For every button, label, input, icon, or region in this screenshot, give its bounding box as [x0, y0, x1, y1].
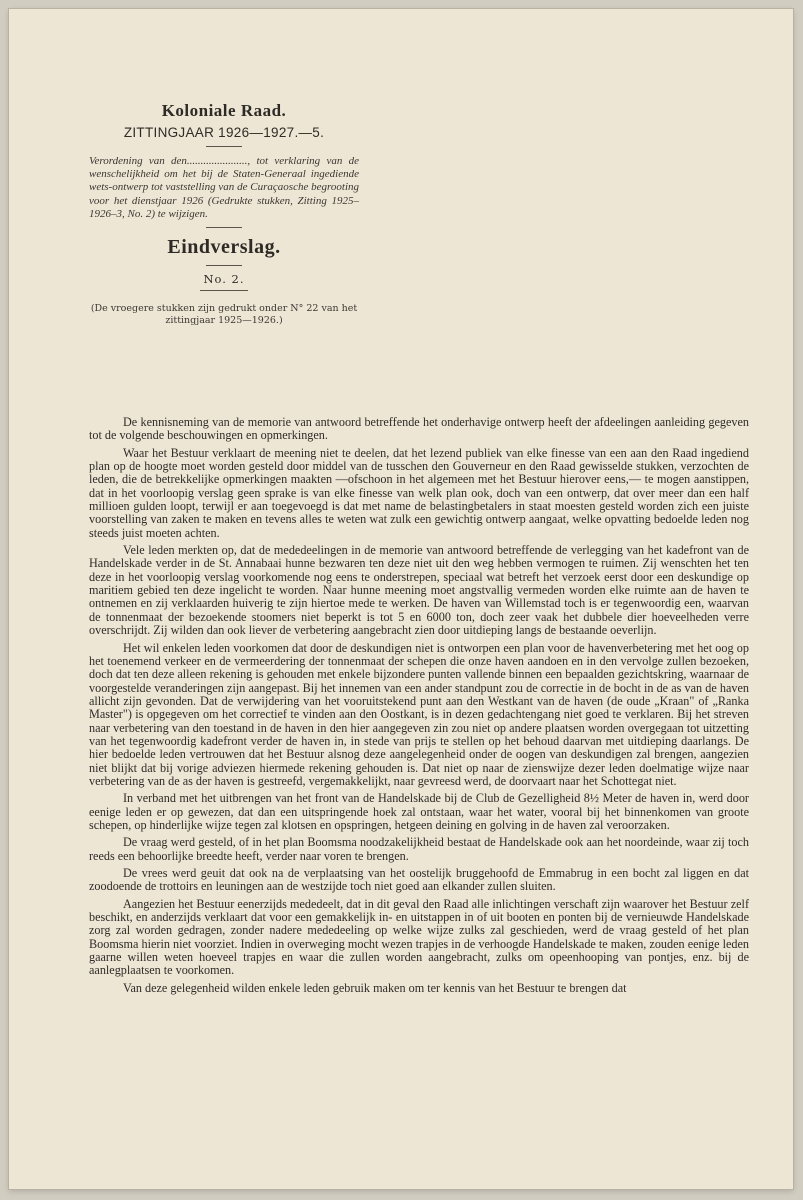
paragraph: De vraag werd gesteld, of in het plan Boomsma noodzakelijkheid bestaat de Handelskade ook aan het noordeinde, waar zij toch reeds een behoorlijke breedte heeft, verder naar voren te brengen.: [89, 835, 749, 863]
paragraph: De vrees werd geuit dat ook na de verplaatsing van het oostelijk bruggehoofd de Emmabrug in een bocht zal liggen en dat zoodoende de trottoirs en leuningen aan de westzijde toch niet goed aan elkander zullen sluiten.: [89, 866, 749, 894]
session-year: ZITTINGJAAR 1926—1927.—5.: [123, 125, 325, 140]
report-body: [89, 416, 749, 999]
divider: [206, 265, 242, 266]
divider: [200, 290, 248, 291]
divider: [206, 146, 242, 147]
document-number: No. 2.: [203, 272, 245, 287]
paragraph: Aangezien het Bestuur eenerzijds mededeelt, dat in dit geval den Raad alle inlichtingen verschaft zijn waarover het Bestuur zelf beschikt, en anderzijds verklaart dat voor een gemakkelijk in- en uitstappen in of uit booten en ponten bij de vernieuwde Handelskade zorg zal worden gedragen, zonder nadere mededeeling op welke wijze zulks zal geschieden, werd de vraag gesteld of het plan Boomsma hierin niet voorziet. Indien in overweging mocht wezen trapjes in de verhoogde Handelskade te maken, zouden eenige leden gaarne willen weten hoeveel trapjes en waar die zullen worden aangebracht, zulks om opeenhooping van pontjes, enz. bij de aanlegplaatsen te voorkomen.: [89, 896, 749, 978]
paragraph: In verband met het uitbrengen van het front van de Handelskade bij de Club de Gezelligheid 8½ Meter de haven in, werd door eenige leden er op gewezen, dat dan een uitspringende hoek zal ontstaan, waar het water, vooral bij het binnenkomen van groote schepen, op hinderlijke wijze tegen zal klotsen en opspringen, hetgeen deining en golving in de haven zal veroorzaken.: [89, 791, 749, 832]
header-block: [89, 101, 359, 327]
ordinance-description: Verordening van den......................, tot verklaring van de wenschelijkheid om het bij de Staten-Generaal ingediende wets-ontwerp tot vaststelling van de Curaçaosche begrooting voor het dienstjaar 1926 (Gedrukte stukken, Zitting 1925–1926–3, No. 2) te wijzigen.: [89, 155, 359, 220]
council-name: Koloniale Raad.: [161, 101, 287, 120]
paragraph: Waar het Bestuur verklaart de meening niet te deelen, dat het lezend publiek van elke finesse van een aan den Raad ingediend plan op de hoogte moet worden gesteld door middel van de tusschen den Gouverneur en den Raad gewisselde stukken, verzochten de leden, die de betrekkelijke opmerkingen maakten —ofschoon in het algemeen met het Bestuur hierover eens,— te mogen aanstippen, dat in het voorloopig verslag geen sprake is van elke finesse van welk plan ook, doch van een ontwerp, dat over meer dan een half millioen gulden loopt, terwijl er aan toegevoegd is dat met name de belastingbetalers in staat moesten gesteld worden zich een juiste voorstelling van zaken te maken en tevens alles te weten wat zulk een gewichtig ontwerp aangaat, welke opvatting bedoelde leden nog steeds juist moeten achten.: [89, 445, 749, 540]
paragraph: Vele leden merkten op, dat de mededeelingen in de memorie van antwoord betreffende de verlegging van het kadefront van de Handelskade verder in de St. Annabaai hunne bezwaren ten deze niet uit den weg hebben vermogen te ruimen. Zij wenschten het ten deze in het voorloopig verslag voorkomende nog eens te onderstrepen, speciaal wat betreft het verzoek eerst door een deskundige op maritiem gebied ten deze ingelicht te worden. Naar hunne meening moet angstvallig vermeden worden elke ruimte aan de haven te ontnemen en zij verklaarden huiverig te zijn hiertoe mede te werken. De haven van Willemstad toch is er tegenwoordig een, waarvan de tonnenmaat der bezoekende stoomers niet beperkt is tot 5 en 6000 ton, doch zeer vaak het dubbele dier hoeveelheden verre overschrijdt. Zij wilden dan ook liever de verbetering aangebracht zien door uitdieping langs de bestaande oeverlijn.: [89, 543, 749, 638]
paragraph: Van deze gelegenheid wilden enkele leden gebruik maken om ter kennis van het Bestuur te brengen dat: [123, 980, 627, 995]
paragraph: Het wil enkelen leden voorkomen dat door de deskundigen niet is ontworpen een plan voor de havenverbetering met het oog op het toenemend verkeer en de vermeerdering der tonnenmaat der schepen die onze haven aandoen en in den vervolge zullen bezoeken, doch dat ten deze alleen rekening is gehouden met enkele bijzondere punten vallende binnen een bepaalden gezichtskring, waarnaar de voorgestelde veranderingen zijn aangepast. Bij het innemen van een ander standpunt zou de correctie in de bocht in de as van de haven allicht zijn gevonden. Dat de verwijdering van het vooruitstekend punt aan den Westkant van de haven (de oude „Kraan" of „Ranka Master") is opgegeven om het correctief te vinden aan den Oostkant, is in dezen gedachtengang niet goed te verklaren. Bij het streven naar verbetering van den toestand in de haven in den hier aangegeven zin zou niet op andere plaatsen worden overgegaan tot uitzetting van het tegenwoordig kadefront verder de haven in, in stede van prijs te stellen op het behoud daarvan met uitdieping daarlangs. De hier bedoelde leden vertrouwen dat het Bestuur alsnog deze aangelegenheid onder de oogen van deskundigen zal brengen, aangezien niet blijkt dat bij vorige adviezen hiermede rekening gehouden is. Dat niet op naar de zienswijze dezer leden doelmatige wijze naar verbetering van de as der haven is gestreefd, vergemakkelijkt, naar gevreesd werd, de doorvaart naar het Schottegat niet.: [89, 640, 749, 788]
document-title: Eindverslag.: [167, 236, 281, 259]
paragraph: De kennisneming van de memorie van antwoord betreffende het onderhavige ontwerp heeft der afdeelingen aanleiding gegeven tot de volgende beschouwingen en opmerkingen.: [89, 415, 749, 443]
document-page: [9, 9, 793, 1189]
divider: [206, 227, 242, 228]
prior-documents-note: (De vroegere stukken zijn gedrukt onder N° 22 van het zittingjaar 1925—1926.): [90, 303, 358, 327]
